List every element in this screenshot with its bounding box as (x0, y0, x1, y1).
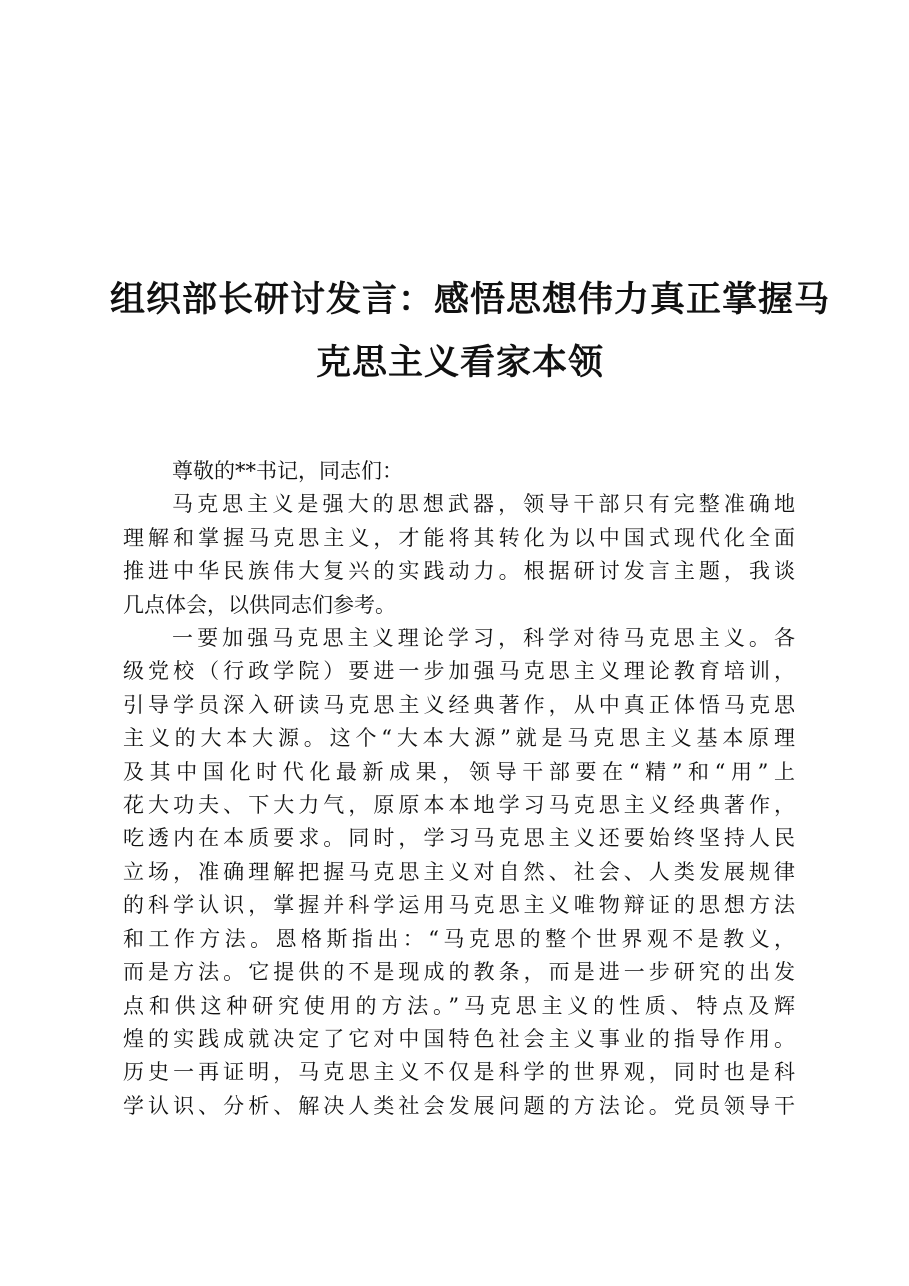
paragraph-line: 立场，准确理解把握马克思主义对自然、社会、人类发展规律 (123, 859, 795, 884)
title-line-2: 克思主义看家本领 (315, 342, 604, 383)
paragraph-intro (123, 488, 795, 622)
paragraph-line: 马克思主义是强大的思想武器，领导干部只有完整准确地 (172, 492, 795, 517)
paragraph-line: 及其中国化时代化最新成果，领导干部要在“精”和“用”上 (123, 759, 795, 784)
paragraph-line: 一要加强马克思主义理论学习，科学对待马克思主义。各 (172, 626, 795, 651)
document-body (123, 455, 795, 1123)
salutation-text: 尊敬的**书记，同志们： (172, 459, 403, 483)
salutation (123, 455, 795, 488)
paragraph-line: 花大功夫、下大力气，原原本本地学习马克思主义经典著作， (123, 793, 795, 818)
paragraph-line: 的科学认识，掌握并科学运用马克思主义唯物辩证的思想方法 (123, 893, 795, 918)
paragraph-line: 而是方法。它提供的不是现成的教条，而是进一步研究的出发 (123, 960, 795, 985)
paragraph-line: 煌的实践成就决定了它对中国特色社会主义事业的指导作用。 (123, 1026, 795, 1051)
paragraph-line: 引导学员深入研读马克思主义经典著作，从中真正体悟马克思 (123, 692, 795, 717)
document-title (110, 268, 831, 394)
paragraph-line: 主义的大本大源。这个“大本大源”就是马克思主义基本原理 (123, 726, 795, 751)
paragraph-line: 理解和掌握马克思主义，才能将其转化为以中国式现代化全面 (123, 525, 795, 550)
paragraph-line: 学认识、分析、解决人类社会发展问题的方法论。党员领导干 (123, 1093, 795, 1118)
paragraph-line: 点和供这种研究使用的方法。”马克思主义的性质、特点及辉 (123, 993, 795, 1018)
paragraph-line: 推进中华民族伟大复兴的实践动力。根据研讨发言主题，我谈 (123, 559, 795, 584)
paragraph-line: 和工作方法。恩格斯指出：“马克思的整个世界观不是教义， (123, 926, 795, 951)
paragraph-line: 级党校（行政学院）要进一步加强马克思主义理论教育培训， (123, 659, 795, 684)
title-line-1: 组织部长研讨发言：感悟思想伟力真正掌握马 (110, 279, 831, 320)
paragraph-line: 几点体会，以供同志们参考。 (123, 592, 396, 617)
paragraph-point-one (123, 622, 795, 1123)
paragraph-line: 吃透内在本质要求。同时，学习马克思主义还要始终坚持人民 (123, 826, 795, 851)
paragraph-line: 历史一再证明，马克思主义不仅是科学的世界观，同时也是科 (123, 1060, 795, 1085)
